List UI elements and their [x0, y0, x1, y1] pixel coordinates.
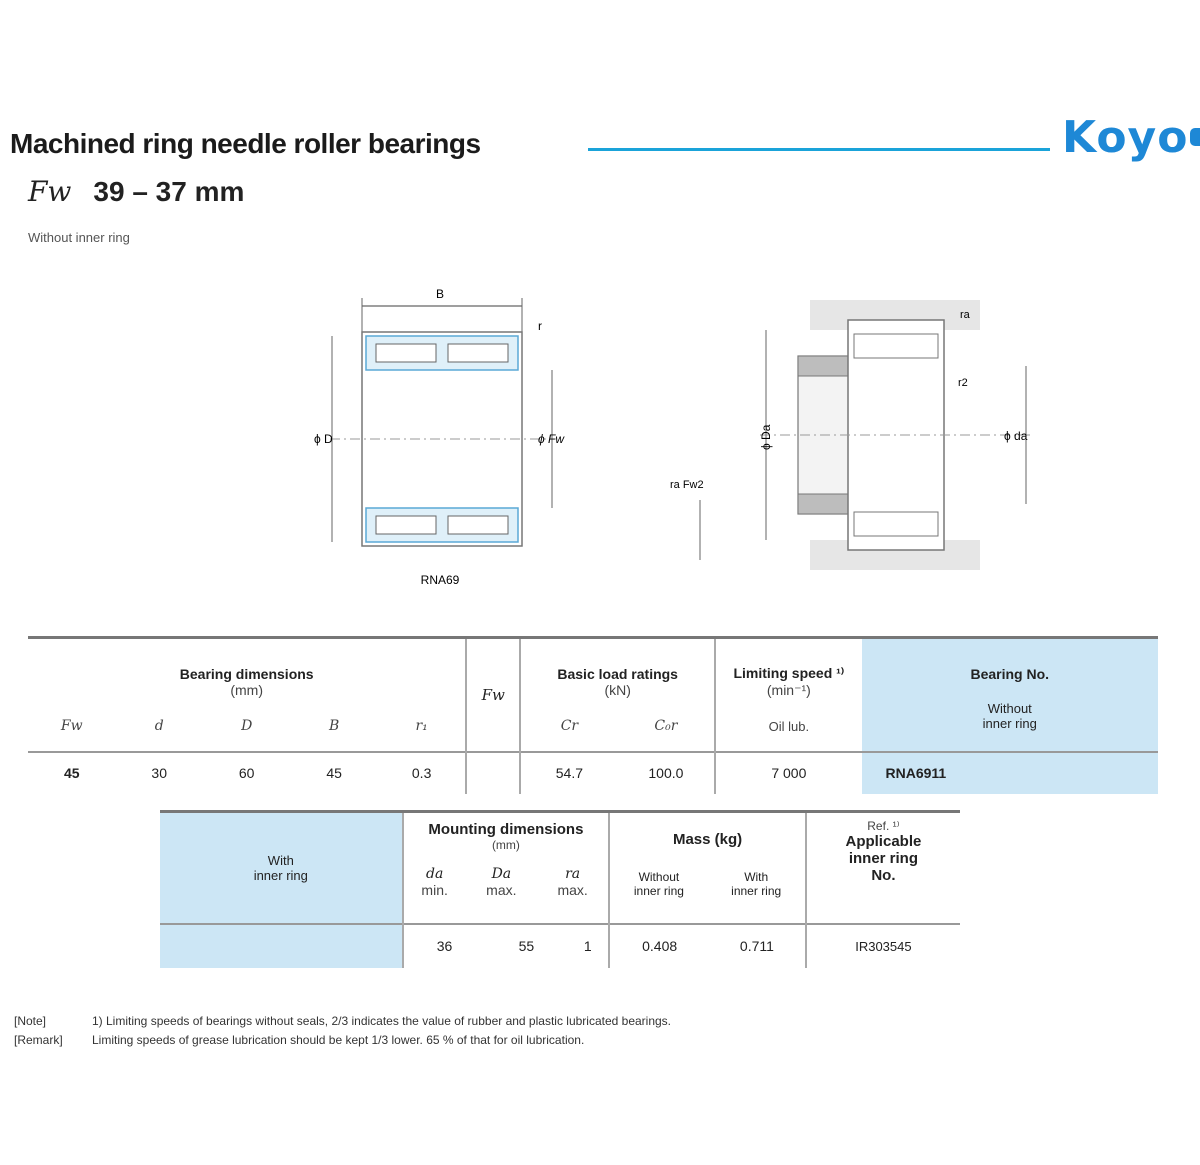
- cell-D: 60: [203, 752, 290, 794]
- mounting-data-table: [160, 810, 960, 968]
- cell-d: 30: [115, 752, 202, 794]
- table-row: [160, 924, 960, 968]
- cell-bearing-no: RNA6911: [862, 752, 1158, 794]
- col-mass-without: Without inner ring: [633, 870, 684, 898]
- group-mass-header: Mass (kg) Without inner ring With inner ring: [609, 812, 806, 924]
- group-load-header: Basic load ratings: [520, 638, 715, 682]
- group-load-unit: (kN) Cr C₀r: [520, 682, 715, 752]
- col-B: B: [329, 717, 340, 734]
- group-speed-unit: (min⁻¹) Oil lub.: [715, 682, 861, 752]
- dim-phida-label: ϕ da: [1004, 429, 1028, 443]
- col-da-unit: min.: [421, 882, 448, 898]
- group-mount-header: Mounting dimensions (mm) da Da ra min. max. max.: [403, 812, 610, 924]
- cell-ref: IR303545: [806, 924, 960, 968]
- cell-B: 45: [290, 752, 377, 794]
- cell-fw: 45: [28, 752, 115, 794]
- fg-column-header: Fw: [466, 638, 520, 752]
- label-ra-top: ra: [960, 309, 970, 321]
- cell-da: 36: [436, 938, 453, 954]
- bearing-data-table: [28, 636, 1158, 794]
- title-rule: [588, 148, 1050, 151]
- with-inner-ring-label: With inner ring: [160, 812, 403, 924]
- cell-r: 0.3: [378, 752, 467, 794]
- col-mass-with: With inner ring: [731, 870, 782, 898]
- bearing-section-drawing: [300, 270, 600, 600]
- note-line: [Note] 1) Limiting speeds of bearings without seals, 2/3 indicates the value of rubber and plastic lubricated bearings.: [14, 1014, 672, 1028]
- label-r2: r2: [958, 377, 968, 389]
- cell-cor: 100.0: [618, 752, 716, 794]
- mount-values: [403, 924, 610, 968]
- col-fw: Fw: [60, 717, 83, 734]
- figure-caption: RNA69: [420, 573, 460, 587]
- cell-cr: 54.7: [520, 752, 617, 794]
- page-title: Machined ring needle roller bearings: [10, 128, 481, 159]
- subtitle: Without inner ring: [28, 230, 130, 245]
- dim-phiDa-label: ϕ Da: [759, 424, 773, 450]
- cell-ra: 1: [583, 938, 592, 954]
- cell-oil: 7 000: [715, 752, 861, 794]
- dim-phiFw-label: ϕ Fw: [538, 432, 565, 446]
- col-ra: ra: [565, 866, 581, 882]
- col-cr: Cr: [560, 717, 579, 734]
- col-oil: Oil lub.: [768, 718, 810, 734]
- size-range: [28, 175, 244, 208]
- col-cor: C₀r: [654, 717, 678, 734]
- dim-r-label: r: [538, 319, 542, 333]
- col-d: d: [154, 717, 164, 734]
- brand-logo: Koyo: [1062, 112, 1189, 163]
- cell-fg: [466, 752, 520, 794]
- col-Da-unit: max.: [486, 882, 517, 898]
- col-da: da: [426, 866, 444, 882]
- range-value: 39 – 37 mm: [93, 176, 245, 207]
- group-no-header: Bearing No.: [862, 638, 1158, 682]
- dim-B-label: B: [435, 287, 445, 301]
- remark-line: [Remark] Limiting speeds of grease lubrication should be kept 1/3 lower. 65 % of that for oil lubrication.: [14, 1033, 585, 1047]
- col-r: r₁: [415, 717, 428, 734]
- range-symbol: Fw: [28, 175, 72, 208]
- label-ra-fw2: ra Fw2: [670, 479, 704, 491]
- footnotes: [14, 1012, 671, 1050]
- cell-mass-with: 0.711: [739, 938, 774, 954]
- col-ra-unit: max.: [557, 882, 588, 898]
- cell-mass-without: 0.408: [642, 938, 678, 954]
- group-ref-header: Ref. ¹⁾ Applicable inner ring No.: [806, 812, 960, 924]
- group-dims-header: Bearing dimensions: [28, 638, 466, 682]
- cell-Da: 55: [518, 938, 535, 954]
- brand-mark: [1190, 128, 1200, 146]
- group-speed-header: Limiting speed ¹⁾: [715, 638, 861, 682]
- dim-phiD-label: ϕ D: [314, 432, 333, 446]
- cell-empty: [160, 924, 403, 968]
- col-D: D: [241, 717, 253, 734]
- mass-values: [609, 924, 806, 968]
- col-no: Without inner ring: [862, 682, 1158, 752]
- mounting-drawing: [660, 290, 1040, 590]
- group-dims-unit: (mm) Fw d D B r₁: [28, 682, 466, 752]
- col-Da: Da: [491, 866, 512, 882]
- table-row: [28, 752, 1158, 794]
